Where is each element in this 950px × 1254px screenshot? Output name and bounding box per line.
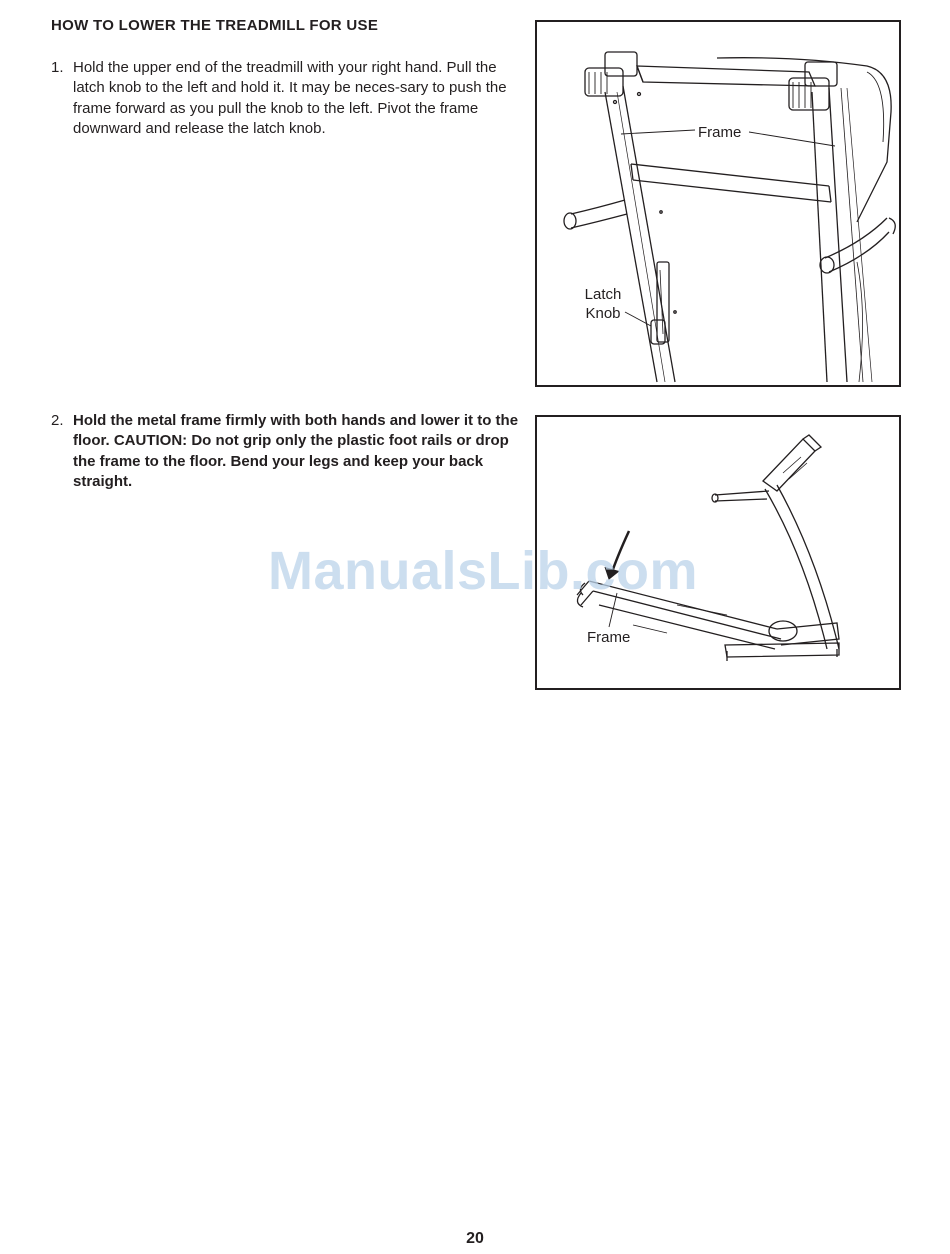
frame-callout-label: Frame <box>698 124 742 141</box>
section-heading: HOW TO LOWER THE TREADMILL FOR USE <box>51 17 379 34</box>
step-2-number: 2. <box>51 412 64 429</box>
watermark: ManualsLib.com <box>268 541 699 601</box>
treadmill-upright-illustration <box>537 22 899 385</box>
latch-label-line-2: Knob <box>585 305 621 322</box>
step-2-text: Hold the metal frame firmly with both hands and lower it to the floor. CAUTION: Do not grip only the plastic foot rails or drop the frame to the floor. Bend your legs and keep your back straight. <box>73 412 519 490</box>
latch-label-line-1: Latch <box>584 286 622 303</box>
page-number: 20 <box>466 1230 484 1247</box>
latch-knob-callout-label <box>581 285 625 323</box>
frame-callout-label-lowered: Frame <box>587 629 631 646</box>
figure-treadmill-upright <box>535 20 901 387</box>
step-1-text: Hold the upper end of the treadmill with your right hand. Pull the latch knob to the left and hold it. It may be neces-sary to push the frame forward as you pull the knob to the left. Pivot the frame downward and release the latch knob. <box>73 59 507 137</box>
step-1-number: 1. <box>51 59 64 76</box>
